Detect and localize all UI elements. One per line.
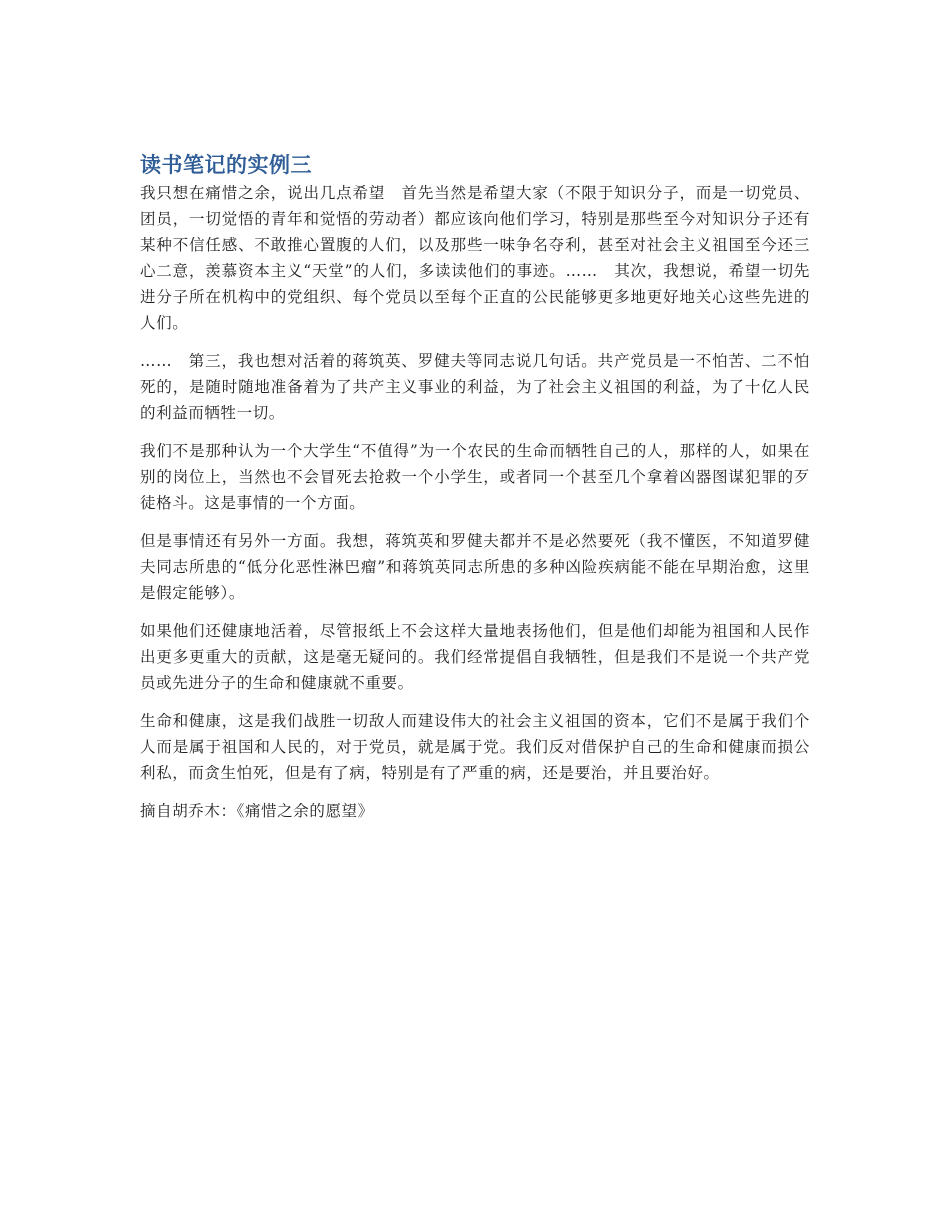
paragraph-3: 我们不是那种认为一个大学生“不值得”为一个农民的生命而牺牲自己的人，那样的人，如果在别的岗位上，当然也不会冒死去抢救一个小学生，或者同一个甚至几个拿着凶器图谋犯罪的歹徒格斗。这是事情的一个方面。 <box>140 442 810 512</box>
paragraph-6: 生命和健康，这是我们战胜一切敌人而建设伟大的社会主义祖国的资本，它们不是属于我们个人而是属于祖国和人民的，对于党员，就是属于党。我们反对借保护自己的生命和健康而损公利私，而贪生怕死，但是有了病，特别是有了严重的病，还是要治，并且要治好。 <box>140 712 810 782</box>
paragraph-5: 如果他们还健康地活着，尽管报纸上不会这样大量地表扬他们，但是他们却能为祖国和人民作出更多更重大的贡献，这是毫无疑问的。我们经常提倡自我牺牲，但是我们不是说一个共产党员或先进分子的生命和健康就不重要。 <box>140 622 810 692</box>
document-title: 读书笔记的实例三 <box>140 153 312 177</box>
paragraph-2: …… 第三，我也想对活着的蒋筑英、罗健夫等同志说几句话。共产党员是一不怕苦、二不怕死的，是随时随地准备着为了共产主义事业的利益，为了社会主义祖国的利益，为了十亿人民的利益而牺牲一切。 <box>140 352 810 422</box>
paragraph-4: 但是事情还有另外一方面。我想，蒋筑英和罗健夫都并不是必然要死（我不懂医，不知道罗健夫同志所患的“低分化恶性淋巴瘤”和蒋筑英同志所患的多种凶险疾病能不能在早期治愈，这里是假定能够）。 <box>140 532 810 602</box>
paragraph-1: 我只想在痛惜之余，说出几点希望 首先当然是希望大家（不限于知识分子，而是一切党员、团员，一切觉悟的青年和觉悟的劳动者）都应该向他们学习，特别是那些至今对知识分子还有某种不信任感、不敢推心置腹的人们，以及那些一味争名夺利，甚至对社会主义祖国至今还三心二意，羡慕资本主义“天堂”的人们，多读读他们的事迹。…… 其次，我想说，希望一切先进分子所在机构中的党组织、每个党员以至每个正直的公民能够更多地更好地关心这些先进的人们。 <box>140 184 810 332</box>
source-citation: 摘自胡乔木：《痛惜之余的愿望》 <box>140 802 374 820</box>
document-body <box>140 150 810 836</box>
